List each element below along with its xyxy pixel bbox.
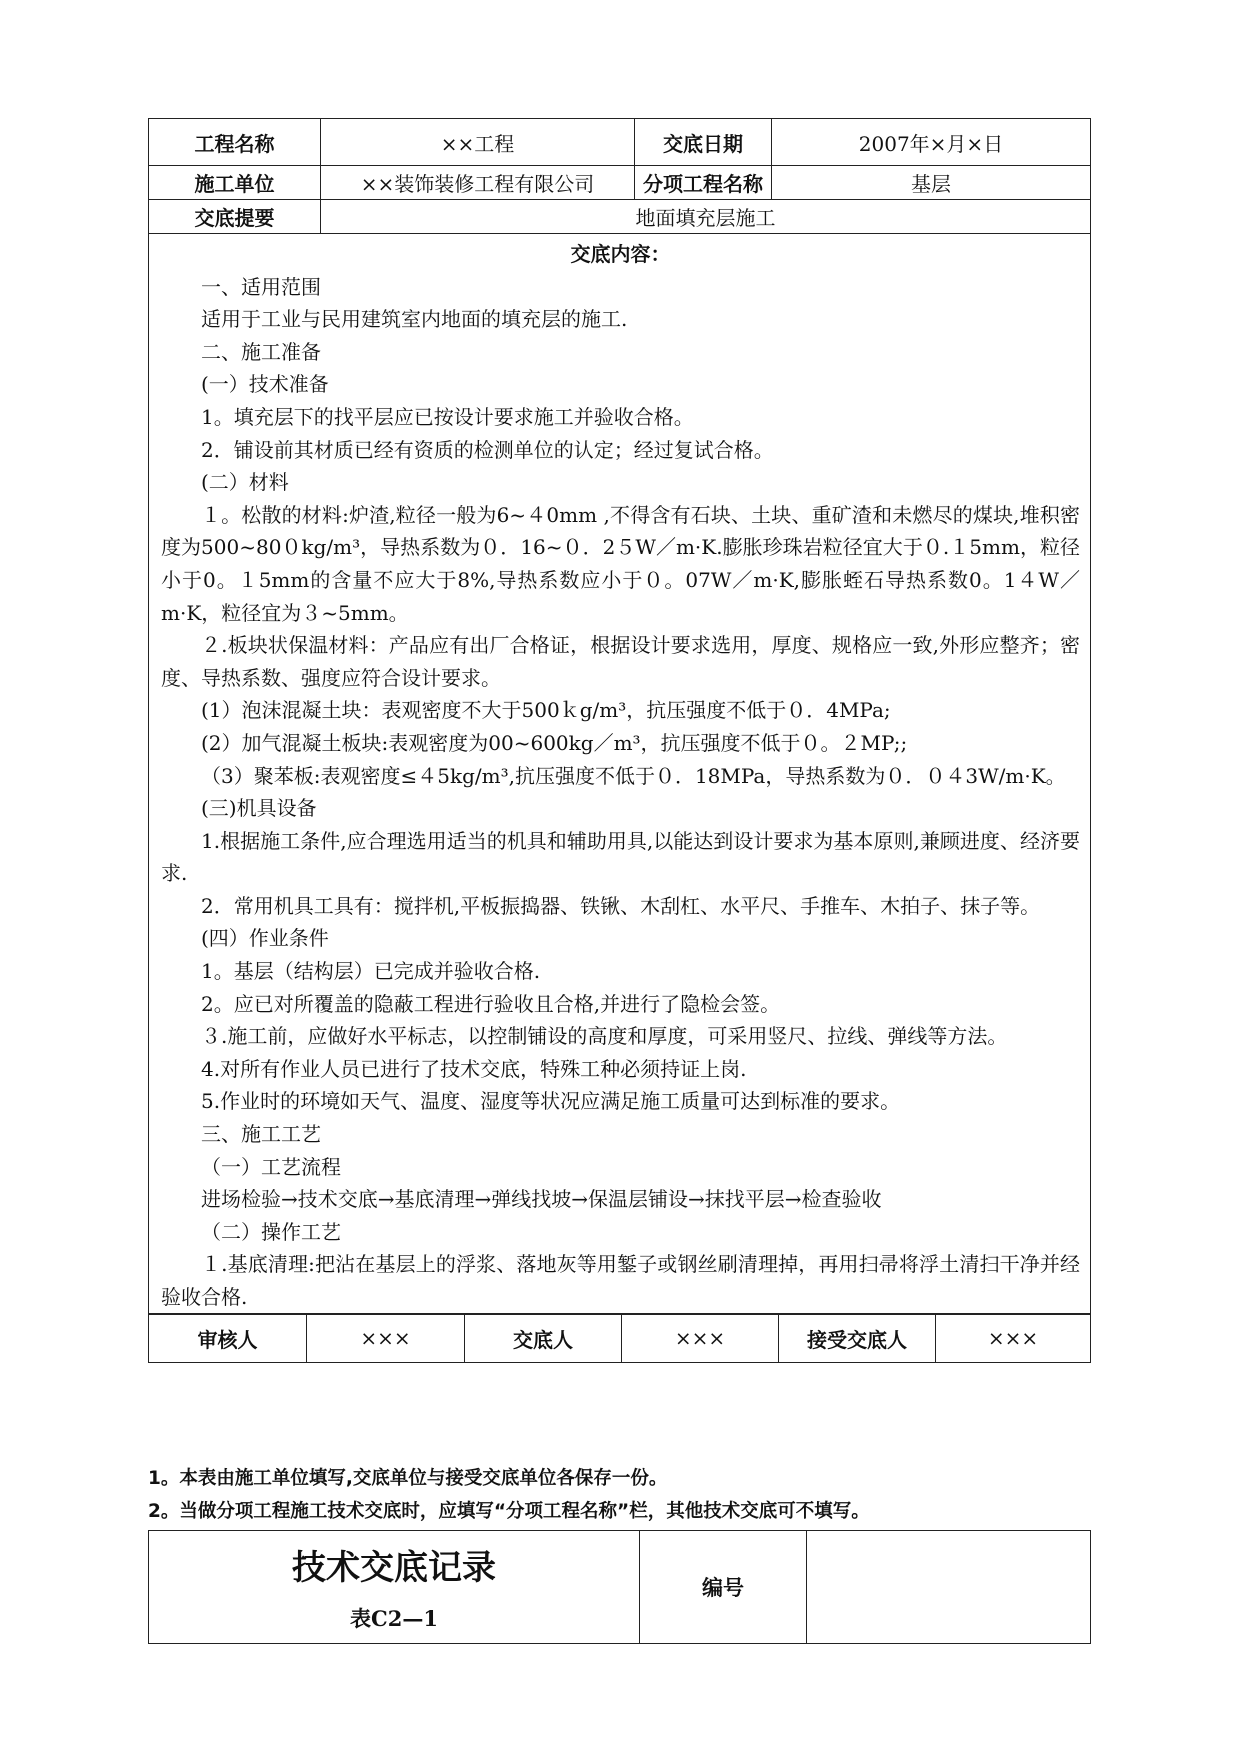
- content-paragraph: 2．铺设前其材质已经有资质的检测单位的认定；经过复试合格。: [201, 437, 774, 462]
- content-paragraph: (1）泡沫混凝土块：表观密度不大于500ｋg/m³，抗压强度不低于０．4MPa;: [201, 698, 891, 723]
- content-paragraph: １.基底清理:把沾在基层上的浮浆、落地灰等用錾子或钢丝刷清理掉，再用扫帚将浮土清扫干净并经验收合格.: [161, 1252, 1080, 1309]
- content-paragraph: （3）聚苯板:表观密度≤４5kg/m³,抗压强度不低于０．18MPa，导热系数为０．０４3W/m·K。: [201, 763, 1066, 788]
- content-paragraph: 5.作业时的环境如天气、温度、湿度等状况应满足施工质量可达到标准的要求。: [201, 1089, 901, 1114]
- content-paragraph: 1。填充层下的找平层应已按设计要求施工并验收合格。: [201, 404, 694, 429]
- unit-value[interactable]: ××装饰装修工程有限公司: [321, 166, 635, 200]
- presenter-label: 交底人: [465, 1314, 622, 1363]
- footnote-item: 1。本表由施工单位填写,交底单位与接受交底单位各保存一份。: [148, 1468, 668, 1489]
- content-row: [149, 234, 1091, 1315]
- reviewer-label: 审核人: [149, 1314, 307, 1363]
- receiver-value[interactable]: ×××: [936, 1314, 1091, 1363]
- number-value[interactable]: [807, 1531, 1091, 1644]
- subproject-label: 分项工程名称: [635, 166, 772, 200]
- footnotes: [148, 1462, 870, 1528]
- content-paragraph: (三)机具设备: [201, 796, 317, 821]
- subproject-value[interactable]: 基层: [772, 166, 1091, 200]
- project-name-value[interactable]: ××工程: [321, 119, 635, 166]
- content-paragraph: 进场检验→技术交底→基底清理→弹线找坡→保温层铺设→抹找平层→检查验收: [201, 1187, 882, 1212]
- content-paragraph: 1.根据施工条件,应合理选用适当的机具和辅助用具,以能达到设计要求为基本原则,兼顾进度、经济要求.: [161, 828, 1080, 886]
- header-row-2: [149, 166, 1091, 200]
- content-paragraph: 1。基层（结构层）已完成并验收合格.: [201, 959, 541, 984]
- content-paragraph: 4.对所有作业人员已进行了技术交底，特殊工种必须持证上岗.: [201, 1056, 747, 1081]
- form-title-cell: [149, 1531, 640, 1644]
- content-paragraph: 2。应已对所覆盖的隐蔽工程进行验收且合格,并进行了隐检会签。: [201, 991, 781, 1016]
- unit-label: 施工单位: [149, 166, 321, 200]
- signature-table: [148, 1313, 1091, 1363]
- content-paragraph: ３.施工前，应做好水平标志，以控制铺设的高度和厚度，可采用竖尺、拉线、弹线等方法。: [201, 1024, 1008, 1049]
- reviewer-value[interactable]: ×××: [307, 1314, 465, 1363]
- header-row-3: [149, 200, 1091, 234]
- footnote-item: 2。当做分项工程施工技术交底时，应填写“分项工程名称”栏，其他技术交底可不填写。: [148, 1501, 870, 1522]
- form-title: 技术交底记录: [292, 1548, 496, 1588]
- receiver-label: 接受交底人: [779, 1314, 936, 1363]
- content-paragraph: 一、适用范围: [201, 274, 321, 299]
- content-paragraph: (一）技术准备: [201, 372, 329, 397]
- form-title-table: [148, 1530, 1091, 1644]
- content-paragraph: (2）加气混凝土板块:表观密度为00~600kg／m³，抗压强度不低于０。２MP;;: [201, 730, 908, 755]
- summary-label: 交底提要: [149, 200, 321, 234]
- content-paragraph: (四）作业条件: [201, 926, 329, 951]
- form-title-row: [149, 1531, 1091, 1644]
- disclosure-sheet: [148, 118, 1090, 1363]
- form-title-box: [148, 1530, 1090, 1644]
- form-subtitle: 表C2—1: [350, 1606, 438, 1631]
- content-paragraph: １。松散的材料:炉渣,粒径一般为6~４0mm ,不得含有石块、土块、重矿渣和未燃尽的煤块,堆积密度为500~80０kg/m³，导热系数为０．16~０．2５W／m·K.膨胀珍珠岩粒径宜大于０.１5mm，粒径小于0。１5mm的含量不应大于8%,导热系数应小于０。07W／m·K,膨胀蛭石导热系数0。1４W／m·K，粒径宜为３~5mm。: [161, 502, 1080, 625]
- presenter-value[interactable]: ×××: [622, 1314, 779, 1363]
- content-paragraph: ２.板块状保温材料：产品应有出厂合格证，根据设计要求选用，厚度、规格应一致,外形应整齐；密度、导热系数、强度应符合设计要求。: [161, 633, 1080, 690]
- date-label: 交底日期: [635, 119, 772, 166]
- content-cell: [149, 234, 1091, 1315]
- content-paragraph: 2．常用机具工具有：搅拌机,平板振捣器、铁锹、木刮杠、水平尺、手推车、木拍子、抹子等。: [201, 893, 1041, 918]
- date-value[interactable]: 2007年×月×日: [772, 119, 1091, 166]
- content-paragraph: 二、施工准备: [201, 339, 321, 364]
- content-paragraph: 适用于工业与民用建筑室内地面的填充层的施工.: [201, 307, 628, 332]
- content-title: 交底内容：: [570, 242, 671, 266]
- content-paragraph: （一）工艺流程: [201, 1154, 341, 1179]
- content-paragraph: 三、施工工艺: [201, 1122, 321, 1147]
- content-paragraph: （二）操作工艺: [201, 1219, 341, 1244]
- header-table: [148, 118, 1091, 1315]
- header-row-1: [149, 119, 1091, 166]
- summary-value[interactable]: 地面填充层施工: [321, 200, 1091, 234]
- content-paragraph: (二）材料: [201, 470, 289, 495]
- number-label: 编号: [640, 1531, 807, 1644]
- project-name-label: 工程名称: [149, 119, 321, 166]
- signature-row: [149, 1314, 1091, 1363]
